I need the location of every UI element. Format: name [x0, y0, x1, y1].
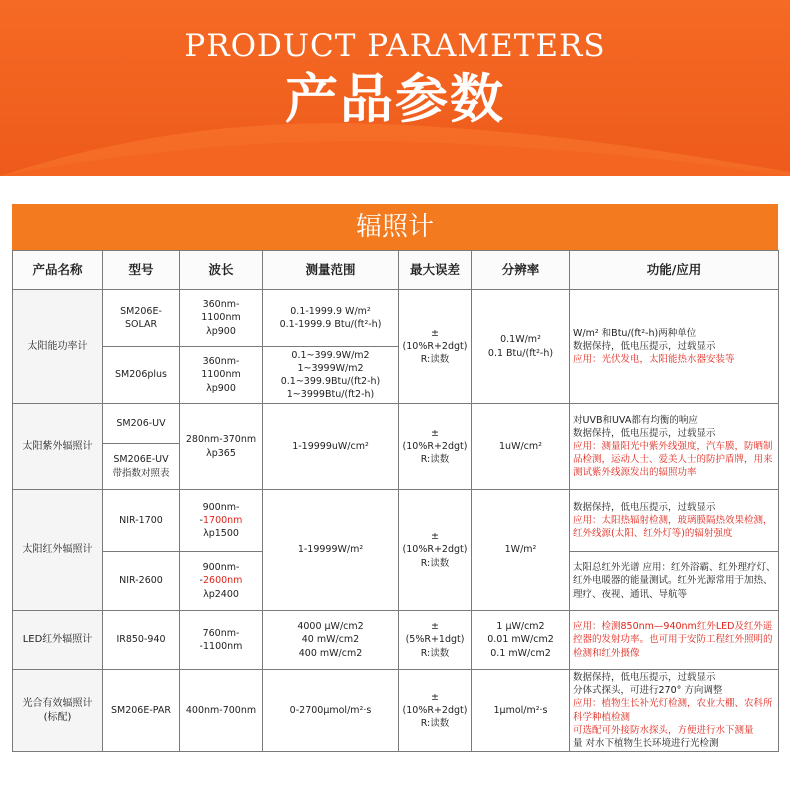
error-value: ±(10%R+2dgt) [402, 531, 468, 556]
model-line: SM206E-UV [113, 454, 169, 466]
table-row [13, 404, 779, 444]
function-cell [570, 490, 779, 552]
range-cell [263, 290, 399, 347]
banner-title-en: PRODUCT PARAMETERS [184, 28, 606, 64]
model-cell: IR850-940 [103, 611, 180, 670]
range-cell: 0-2700μmol/m²·s [263, 670, 399, 752]
range-line: 0.1-1999.9 Btu/(ft²-h) [279, 319, 382, 330]
resolution-cell: 1μmol/m²·s [472, 670, 570, 752]
range-line: 1~3999Btu/(ft2-h) [286, 389, 375, 401]
error-cell [399, 404, 472, 490]
wavelength-cell [180, 552, 263, 611]
wavelength-peak: λp900 [206, 382, 236, 394]
range-cell: 1-19999W/m² [263, 490, 399, 611]
function-cell [570, 670, 779, 752]
header-range: 测量范围 [263, 251, 399, 290]
wavelength-peak: λp365 [206, 447, 236, 459]
product-name-uv: 太阳紫外辐照计 [13, 404, 103, 490]
wavelength-range: 360nm-1100nm [201, 299, 241, 324]
model-cell: SM206-UV [103, 404, 180, 444]
range-cell: 1-19999uW/cm² [263, 404, 399, 490]
resolution-line: 0.1 Btu/(ft²-h) [487, 347, 554, 359]
resolution-cell [472, 290, 570, 404]
header-model: 型号 [103, 251, 180, 290]
wavelength-range: 360nm-1100nm [201, 356, 241, 381]
range-line: 40 mW/cm2 [301, 634, 360, 646]
function-cell: 太阳总红外光谱 应用：红外浴霸、红外理疗灯、红外电暖器的能量测试。红外光源常用于加热、理疗、夜视、通讯、导航等 [570, 552, 779, 611]
header-max-error: 最大误差 [399, 251, 472, 290]
header-product-name: 产品名称 [13, 251, 103, 290]
function-line: W/m² 和Btu/(ft²-h)两种单位 [573, 327, 697, 339]
model-cell [103, 444, 180, 490]
wavelength-peak: λp900 [206, 325, 236, 337]
error-cell [399, 490, 472, 611]
error-note: R:读数 [420, 557, 450, 569]
parameter-table-container [12, 204, 778, 787]
error-note: R:读数 [420, 647, 450, 659]
table-row [13, 290, 779, 347]
error-value: ±(10%R+2dgt) [402, 427, 468, 452]
function-line: 数据保持，低电压提示，过载显示 [573, 501, 716, 513]
resolution-line: 0.01 mW/cm2 [487, 634, 554, 646]
range-cell [263, 347, 399, 404]
table-row [13, 611, 779, 670]
range-line: 0.1-1999.9 W/m² [290, 305, 371, 317]
application-text: 应用：检测850nm—940nm红外LED及红外遥控器的发射功率。也可用于安防工程红外照明的检测和红外摄像 [570, 611, 779, 670]
model-cell: NIR-1700 [103, 490, 180, 552]
wavelength-cell [180, 347, 263, 404]
range-line: 1~3999W/m2 [297, 362, 364, 374]
model-cell: SM206E-SOLAR [103, 290, 180, 347]
function-line: 对UVB和UVA都有均衡的响应 [573, 414, 698, 426]
resolution-line: 0.1 mW/cm2 [490, 647, 551, 659]
product-name-note: (标配) [43, 711, 72, 723]
model-cell: NIR-2600 [103, 552, 180, 611]
error-value: ±(10%R+2dgt) [402, 327, 468, 352]
wavelength-start: 900nm-- [199, 501, 240, 526]
product-name-ir: 太阳红外辐照计 [13, 490, 103, 611]
product-name-par [13, 670, 103, 752]
resolution-cell: 1W/m² [472, 490, 570, 611]
product-name-led: LED红外辐照计 [13, 611, 103, 670]
application-text: 应用：光伏发电，太阳能热水器安装等 [573, 354, 735, 366]
wavelength-cell [180, 404, 263, 490]
range-line: 400 mW/cm2 [298, 647, 363, 659]
header-wavelength: 波长 [180, 251, 263, 290]
wavelength-range-line [183, 501, 259, 527]
function-cell [570, 404, 779, 490]
model-cell: SM206E-PAR [103, 670, 180, 752]
header-resolution: 分辨率 [472, 251, 570, 290]
error-value: ±(5%R+1dgt) [405, 621, 465, 646]
resolution-line: 0.1W/m² [500, 334, 541, 346]
resolution-cell [472, 611, 570, 670]
error-note: R:读数 [420, 454, 450, 466]
range-line: 0.1~399.9W/m2 [291, 349, 370, 361]
wavelength-peak: λp1500 [203, 528, 239, 540]
application-text: 可选配可外接防水探头，方便进行水下测量 [573, 724, 754, 736]
wavelength-range-line [183, 561, 259, 587]
model-cell: SM206plus [103, 347, 180, 404]
error-cell [399, 670, 472, 752]
error-cell [399, 290, 472, 404]
range-line: 4000 μW/cm2 [297, 621, 364, 633]
error-cell [399, 611, 472, 670]
header-banner [0, 0, 790, 176]
parameter-table [12, 250, 779, 752]
wavelength-end: 1700nm [202, 514, 243, 526]
application-text: 应用：植物生长补光灯检测，农业大棚、农科所科学种植检测 [573, 698, 773, 723]
banner-title-cn: 产品参数 [285, 69, 505, 130]
wavelength-cell [180, 290, 263, 347]
wavelength-cell [180, 490, 263, 552]
resolution-line: 1 μW/cm2 [496, 621, 545, 633]
wavelength-end: 2600nm [202, 575, 243, 587]
wavelength-cell: 400nm-700nm [180, 670, 263, 752]
error-value: ±(10%R+2dgt) [402, 691, 468, 716]
function-line: 数据保持，低电压提示，过载显示 [573, 672, 716, 684]
table-row [13, 670, 779, 752]
model-note: 带指数对照表 [112, 467, 170, 479]
function-cell [570, 290, 779, 404]
product-name-line: 光合有效辐照计 [22, 697, 93, 709]
wavelength-start: 900nm-- [199, 562, 240, 587]
application-text: 应用：测量阳光中紫外线强度，汽车膜，防晒制品检测，运动人士、爱美人士的防护盾牌，用来测试紫外线源发出的辐照功率 [573, 440, 773, 479]
function-line: 分体式探头，可进行270° 方向调整 [573, 685, 723, 697]
error-note: R:读数 [420, 354, 450, 366]
function-line: 数据保持，低电压提示，过载显示 [573, 427, 716, 439]
resolution-cell: 1uW/cm² [472, 404, 570, 490]
range-line: 0.1~399.9Btu/(ft2-h) [280, 376, 381, 387]
wavelength-peak: λp2400 [203, 588, 239, 600]
section-title: 辐照计 [12, 204, 778, 250]
wavelength-range: 280nm-370nm [185, 434, 257, 446]
function-line: 量 对水下植物生长环境进行光检测 [573, 737, 719, 749]
application-text: 应用：太阳热辐射检测，玻璃膜隔热效果检测，红外线源(太阳、红外灯等)的辐射强度 [573, 514, 773, 540]
error-note: R:读数 [420, 718, 450, 730]
table-header-row [13, 251, 779, 290]
table-row [13, 490, 779, 552]
function-line: 数据保持，低电压提示，过载显示 [573, 340, 716, 352]
product-name-solar: 太阳能功率计 [13, 290, 103, 404]
range-cell [263, 611, 399, 670]
wavelength-cell: 760nm--1100nm [180, 611, 263, 670]
header-function: 功能/应用 [570, 251, 779, 290]
